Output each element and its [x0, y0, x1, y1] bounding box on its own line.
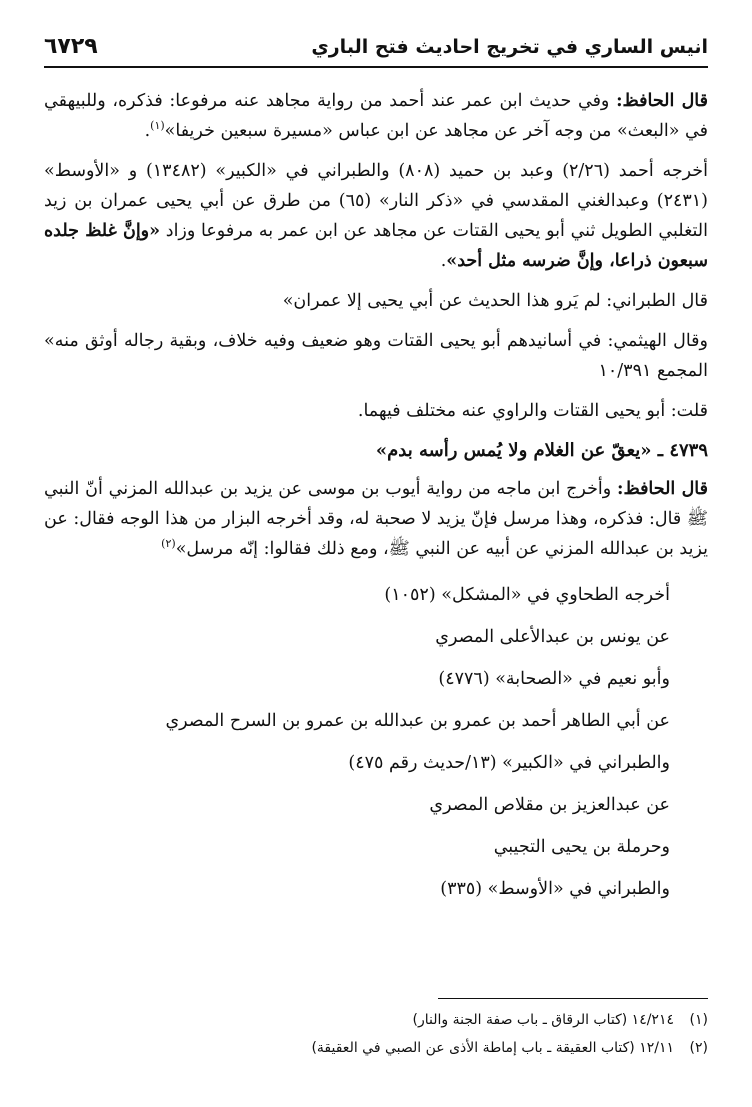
chain-line: عن أبي الطاهر أحمد بن عمرو بن عبدالله بن عمرو بن السرح المصري — [165, 711, 670, 731]
paragraph-hafiz-1 — [44, 86, 708, 146]
footnote-number: (٢) — [689, 1040, 708, 1056]
paragraph-text: أخرجه أحمد (٢/٢٦) وعبد بن حميد (٨٠٨) والطبراني في «الكبير» (١٣٤٨٢) و «الأوسط» (٢٤٣١) وعبدالغني المقدسي في «ذكر النار» (٦٥) من طرق عن أبي يحيى عمران بن زيد التغلبي الطويل ثني أبو يحيى القتات عن مجاهد عن ابن عمر به مرفوعا وزاد — [44, 161, 708, 241]
chain-line: والطبراني في «الكبير» (١٣/حديث رقم ٤٧٥) — [348, 753, 670, 773]
paragraph-text: وأخرج ابن ماجه من رواية أيوب بن موسى عن يزيد بن عبدالله المزني أنّ النبي ﷺ قال: فذكره، وهذا مرسل فإنّ يزيد لا صحبة له، وقد أخرجه البزار من هذا الوجه فقال: عن يزيد بن عبدالله المزني عن أبيه عن النبي ﷺ، ومع ذلك فقالوا: إنّه مرسل» — [44, 479, 708, 559]
page-body — [44, 86, 708, 910]
hadith-heading: ٤٧٣٩ ـ «يعقّ عن الغلام ولا يُمس رأسه بدم» — [375, 440, 708, 461]
chain-line: والطبراني في «الأوسط» (٣٣٥) — [440, 879, 670, 899]
footnote-number: (١) — [689, 1012, 708, 1028]
paragraph-takhrij-1 — [44, 156, 708, 276]
footnote-text: ١٢/١١ (كتاب العقيقة ـ باب إماطة الأذى عن الصبي في العقيقة) — [311, 1040, 674, 1056]
chain-line: أخرجه الطحاوي في «المشكل» (١٠٥٢) — [384, 585, 670, 605]
paragraph-author-note: قلت: أبو يحيى القتات والراوي عنه مختلف فيهما. — [357, 401, 708, 421]
chain-line: وأبو نعيم في «الصحابة» (٤٧٧٦) — [438, 669, 670, 689]
footnote-divider — [438, 998, 708, 999]
footnote-1 — [44, 1006, 708, 1034]
chain-line: عن عبدالعزيز بن مقلاص المصري — [429, 795, 670, 815]
chain-line: وحرملة بن يحيى التجيبي — [493, 837, 670, 857]
footnote-text: ١٤/٢١٤ (كتاب الرقاق ـ باب صفة الجنة والنار) — [412, 1012, 674, 1028]
paragraph-text: وفي حديث ابن عمر عند أحمد من رواية مجاهد عنه مرفوعا: فذكره، وللبيهقي في «البعث» من وجه آخر عن مجاهد عن ابن عباس «مسيرة سبعين خريفا» — [44, 91, 708, 141]
page-number: ٦٧٢٩ — [44, 34, 98, 59]
footnote-ref-2[interactable]: (٢) — [161, 537, 176, 551]
isnad-chain — [44, 574, 708, 910]
paragraph-tabarani: قال الطبراني: لم يَرو هذا الحديث عن أبي يحيى إلا عمران» — [282, 291, 708, 311]
hadith-addition: «وإنَّ غلظ جلده سبعون ذراعا، وإنَّ ضرسه مثل أحد» — [44, 221, 708, 271]
footnotes — [44, 1006, 708, 1062]
paragraph-haythami: وقال الهيثمي: في أسانيدهم أبو يحيى القتات وهو ضعيف وفيه خلاف، وبقية رجاله أوثق منه» المجمع ١٠/٣٩١ — [44, 331, 708, 381]
punctuation: . — [440, 251, 447, 271]
punctuation: . — [144, 121, 151, 141]
speaker-label: قال الحافظ: — [617, 479, 708, 499]
footnote-ref-1[interactable]: (١) — [150, 119, 165, 133]
chain-line: عن يونس بن عبدالأعلى المصري — [435, 627, 670, 647]
footnote-2 — [44, 1034, 708, 1062]
paragraph-hafiz-2 — [44, 474, 708, 564]
page-header — [44, 30, 708, 68]
speaker-label: قال الحافظ: — [616, 91, 708, 111]
book-title: انيس الساري في تخريج احاديث فتح الباري — [311, 36, 708, 58]
